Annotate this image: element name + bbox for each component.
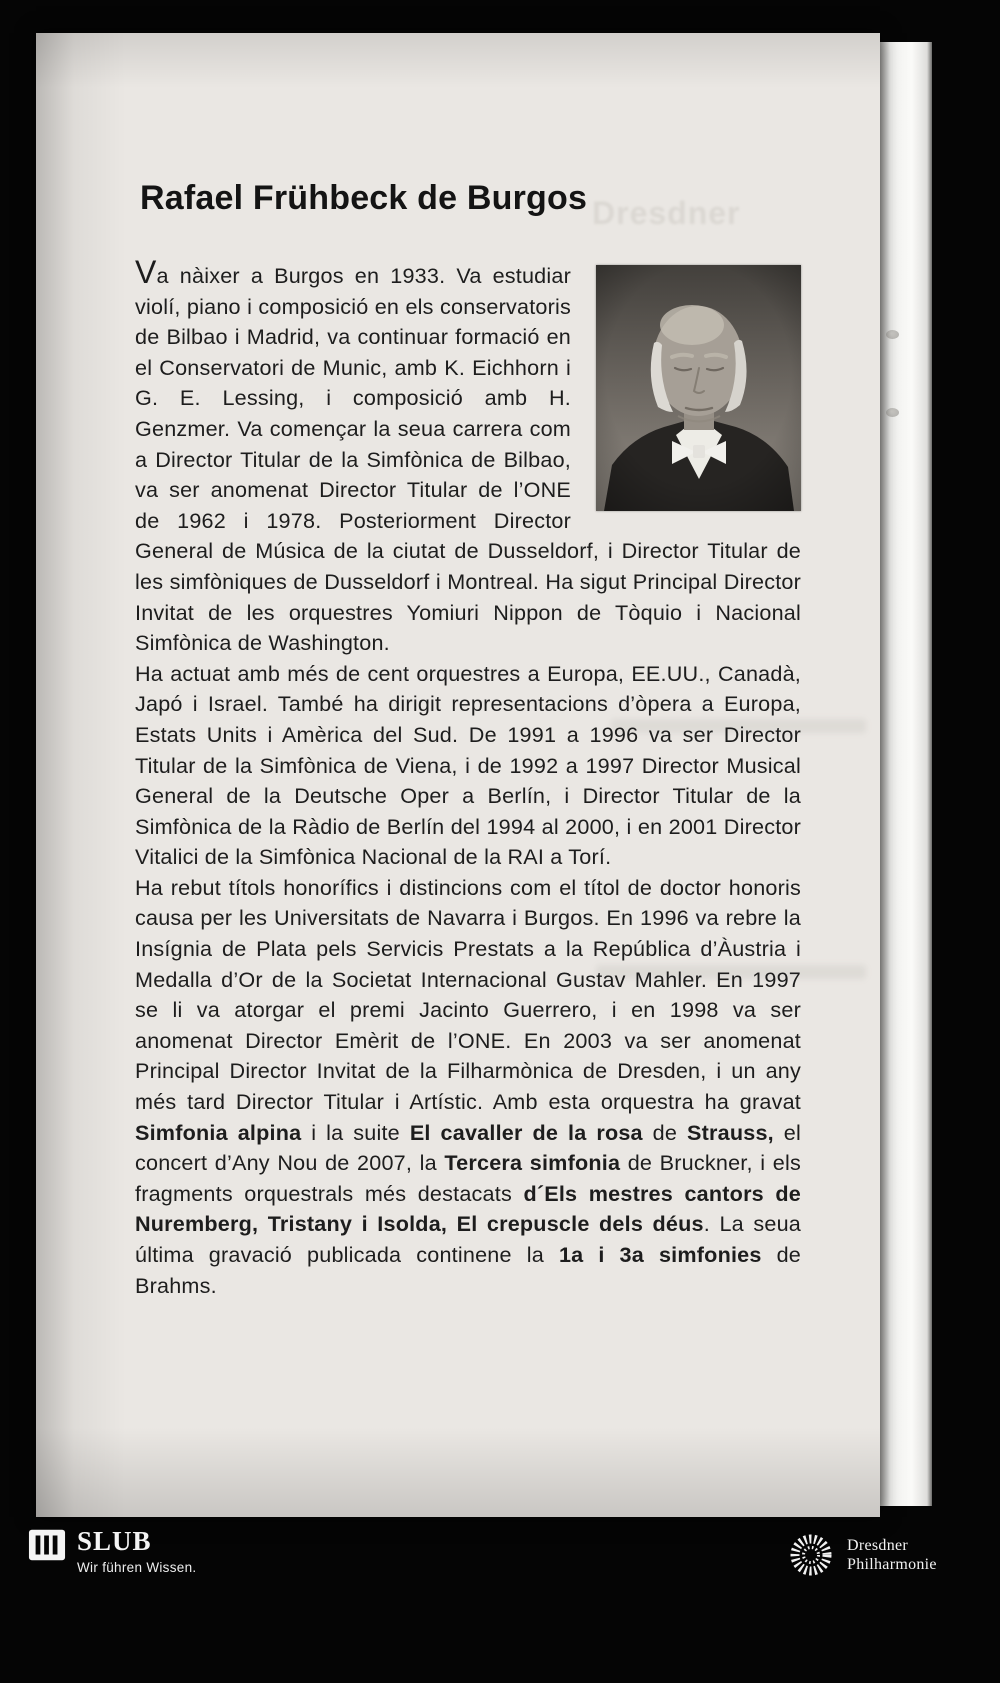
slub-tagline: Wir führen Wissen. <box>77 1560 197 1575</box>
text-segment: i la suite <box>301 1119 410 1145</box>
dresdner-philharmonie-logo-icon <box>788 1532 834 1578</box>
text-segment: de Bruckner, i els fragments orquestrals més destacats <box>135 1150 801 1206</box>
text-segment: el concert d’Any Nou de 2007, la <box>135 1119 801 1176</box>
biography-text <box>135 254 801 1301</box>
bold-work-title: Strauss, <box>687 1119 774 1145</box>
dresdner-philharmonie-text <box>847 1536 937 1574</box>
bold-work-title: Simfonia alpina <box>135 1119 302 1145</box>
page-curl-mark <box>886 408 899 417</box>
partner-name-line1: Dresdner <box>847 1537 909 1554</box>
text-segment: . La seua última gravació publicada continene la <box>135 1211 801 1267</box>
article-title: Rafael Frühbeck de Burgos <box>140 179 588 217</box>
bold-work-title: Tercera simfonia <box>444 1150 621 1176</box>
slub-wordmark: SLUB <box>77 1526 152 1556</box>
bio-paragraph <box>135 873 801 1301</box>
viewer-footer <box>0 1517 1000 1683</box>
bio-paragraph <box>135 659 801 873</box>
text-segment: de Brahms. <box>135 1242 801 1298</box>
text-segment: de <box>642 1119 688 1145</box>
partner-name-line2: Philharmonie <box>847 1556 937 1573</box>
portrait-photo <box>596 265 801 511</box>
bold-work-title: d´Els mestres cantors de Nuremberg, Tristany i Isolda, El crepuscle dels déus <box>135 1180 801 1237</box>
show-through-text: Dresdner <box>592 195 741 231</box>
bold-work-title: 1a i 3a simfonies <box>558 1242 762 1267</box>
slub-branding <box>28 1526 196 1575</box>
portrait-illustration <box>596 265 801 511</box>
scanned-page <box>36 33 880 1517</box>
slub-text-block <box>77 1526 196 1575</box>
dresdner-philharmonie-branding <box>788 1532 937 1578</box>
text-segment: Ha actuat amb més de cent orquestres a Europa, EE.UU., Canadà, Japó i Israel. També ha dirigit representacions d’òpera a Europa, Estats Units i Amèrica del Sud. De 1991 a 1996 va ser Director Titular de la Simfònica de Viena, i de 1992 a 1997 Director Musical General de la Deutsche Oper a Berlín, i Director Titular de la Simfònica de la Ràdio de Berlín del 1994 al 2000, i en 2001 Director Vitalici de la Simfònica Nacional de la RAI a Torí. <box>135 660 801 870</box>
bold-work-title: El cavaller de la rosa <box>409 1119 643 1145</box>
slub-logo-icon <box>28 1526 66 1564</box>
text-segment: a nàixer a Burgos en 1933. Va estudiar violí, piano i composició en els conservatoris de Bilbao i Madrid, va continuar formació en el Conservatori de Munic, amb K. Eichhorn i G. E. Lessing, i composició amb H. Genzmer. Va començar la seua carrera com a Director Titular de la Simfònica de Bilbao, va ser anomenat Director Titular de l’ONE de 1962 i 1978. Posteriorment Director General de Música de la ciutat de Dusseldorf, i Director Titular de les simfòniques de Dusseldorf i Montreal. Ha sigut Principal Director Invitat de les orquestres Yomiuri Nippon de Tòquio i Nacional Simfònica de Washington. <box>135 263 801 656</box>
dropcap-letter: V <box>135 254 157 290</box>
page-curl-mark <box>886 330 899 339</box>
next-page-edge <box>880 42 932 1506</box>
text-segment: Ha rebut títols honorífics i distincions com el títol de doctor honoris causa per les Universitats de Navarra i Burgos. En 1996 va rebre la Insígnia de Plata pels Servicis Prestats a la República d’Àustria i Medalla d’Or de la Societat Internacional Gustav Mahler. En 1997 se li va atorgar el premi Jacinto Guerrero, i en 1998 va ser anomenat Director Emèrit de l’ONE. En 2003 va ser anomenat Principal Director Invitat de la Filharmònica de Dresden, i un any més tard Director Titular i Artístic. Amb esta orquestra ha gravat <box>135 874 801 1115</box>
